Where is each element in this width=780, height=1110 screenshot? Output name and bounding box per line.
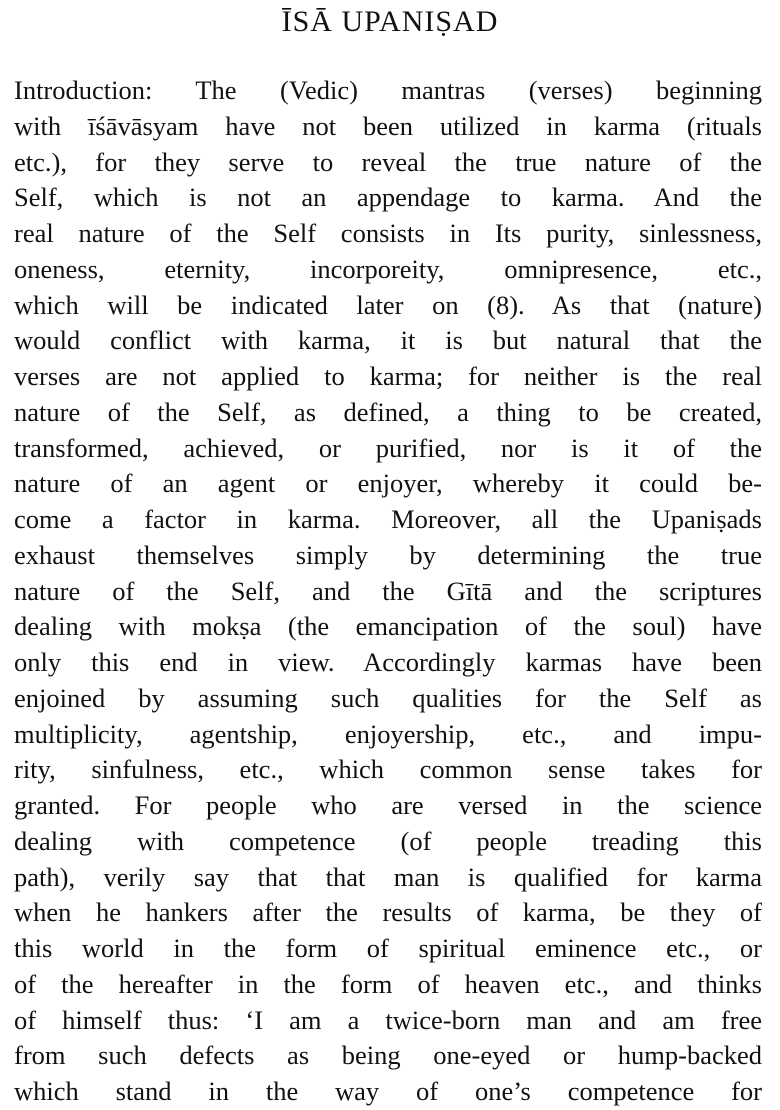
text-line: dealing with mokṣa (the emancipation of the soul) have — [14, 611, 762, 642]
text-line: real nature of the Self consists in Its purity, sinlessness, — [14, 218, 762, 248]
text-line: dealing with competence (of people treading this — [14, 825, 762, 856]
text-line: nature of an agent or enjoyer, whereby it could be- — [14, 468, 762, 499]
text-line: exhaust themselves simply by determining the true — [14, 539, 762, 570]
text-line: when he hankers after the results of karma, be they of — [14, 897, 762, 928]
text-line: nature of the Self, as defined, a thing to be created, — [14, 396, 762, 427]
page-title: ĪSĀ UPANIṢAD — [281, 5, 499, 38]
text-line: from such defects as being one-eyed or hump-backed — [14, 1040, 762, 1071]
text-line: with īśāvāsyam have not been utilized in karma (rituals — [14, 110, 762, 141]
text-line: verses are not applied to karma; for neither is the real — [14, 361, 762, 391]
text-line: Introduction: The (Vedic) mantras (verses) beginning — [14, 75, 762, 105]
text-line: come a factor in karma. Moreover, all the Upaniṣads — [14, 504, 762, 534]
text-line: Self, which is not an appendage to karma. And the — [14, 182, 762, 213]
text-line: this world in the form of spiritual eminence etc., or — [14, 933, 762, 963]
text-line: multiplicity, agentship, enjoyership, etc., and impu- — [14, 718, 762, 749]
text-line: which will be indicated later on (8). As that (nature) — [14, 289, 762, 320]
text-line: which stand in the way of one’s competence for — [14, 1076, 762, 1106]
text-line: would conflict with karma, it is but natural that the — [14, 325, 762, 356]
text-line: of himself thus: ‘I am a twice-born man and am free — [14, 1004, 762, 1035]
text-line: path), verily say that that man is qualified for karma — [14, 861, 762, 892]
text-line: only this end in view. Accordingly karmas have been — [14, 647, 762, 677]
text-line: nature of the Self, and the Gītā and the scriptures — [14, 575, 762, 606]
text-line: etc.), for they serve to reveal the true nature of the — [14, 146, 762, 177]
text-line: rity, sinfulness, etc., which common sense takes for — [14, 754, 762, 785]
text-line: of the hereafter in the form of heaven etc., and thinks — [14, 968, 762, 999]
text-line: enjoined by assuming such qualities for the Self as — [14, 682, 762, 713]
text-line: transformed, achieved, or purified, nor is it of the — [14, 432, 762, 463]
text-line: granted. For people who are versed in the science — [14, 790, 762, 820]
text-line: oneness, eternity, incorporeity, omnipresence, etc., — [14, 253, 762, 284]
body-paragraph — [14, 73, 762, 1110]
